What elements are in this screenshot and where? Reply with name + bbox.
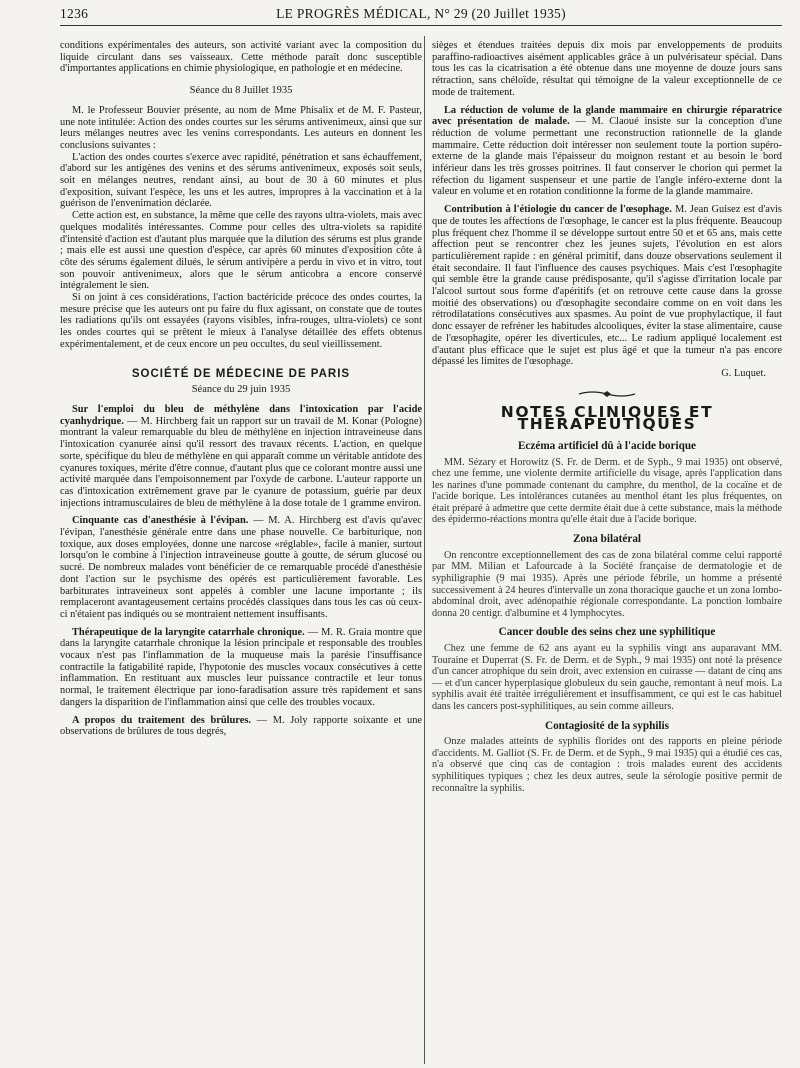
brulures-title: A propos du traitement des brûlures. bbox=[72, 714, 251, 726]
claoue-title: La réduction de volume de la glande mammaire en chirurgie réparatrice avec présentation de malade. bbox=[432, 104, 782, 128]
header-rule bbox=[60, 25, 782, 26]
hirchberg-title: Sur l'emploi du bleu de méthylène dans l'intoxication par l'acide cyanhydrique. bbox=[60, 403, 422, 427]
page-number: 1236 bbox=[60, 6, 89, 21]
eczema-title: Eczéma artificiel dû à l'acide borique bbox=[517, 439, 697, 452]
evipan-title: Cinquante cas d'anesthésie à l'évipan. bbox=[72, 515, 249, 527]
column-divider bbox=[424, 36, 425, 1064]
claoue-article bbox=[432, 105, 782, 199]
guisez-article bbox=[432, 204, 782, 368]
hirchberg-body: — M. Hirchberg fait un rapport sur un travail de M. Konar (Pologne) montrant la valeur remarquable du bleu de méthylène en injection intraveineuse dans l'intoxication cyanurée ainsi qu'il ressort des travaux récents. L'action, en quelque sorte, spécifique du bleu de méthylène en qui apparaît comme un véritable antidote des cyanures toxiques, mérite d'être connue, d'autant plus que ce colorant montre aussi une activité marquée dans l'empoisonnement par l'oxyde de carbone. L'auteur rapporte un cas d'intoxication extrêmement grave par le cyanure de potassium, guérie par deux injections intramusculaires de bleu de méthylène à la dose totale de 1 gramme environ. bbox=[60, 415, 422, 509]
cette-paragraph: Cette action est, en substance, la même que celle des rayons ultra-violets, mais avec quelques modalités intéressantes. Comme pour celles des ultra-violets sa rapidité d'intensité d'action est d'autant plus marquée que la dilution des sérums est plus grande ; mais elle est aussi une question d'espèce, car après 60 minutes d'exposition côte à côte des sérums également dilués, le sérum antivipère a perdu in vivo et in vitro, tout son pouvoir antivenimeux, alors que le sérum anticobra a encore conservé intégralement le sien. bbox=[60, 210, 422, 292]
intro-paragraph: conditions expérimentales des auteurs, son activité variant avec la composition du liquide circulant dans ses vaisseaux. Cette méthode paraît donc susceptible d'importantes applications en chimie physiologique, en pathologie et en médecine. bbox=[60, 40, 422, 75]
left-column bbox=[60, 40, 422, 738]
action-paragraph: L'action des ondes courtes s'exerce avec rapidité, pénétration et sans échauffement, d'abord sur les antigènes des venins et des sérums antivenimeux, exposés soit seuls, soit en mélanges neutres, rendant ainsi, au bout de 30 à 60 minutes et plus d'exposition, suivant l'espèce, les uns et les autres, impropres à la vaccination et à la guérison de l'envenimation déclarée. bbox=[60, 151, 422, 210]
notes-section-title: NOTES CLINIQUES ET THÉRAPEUTIQUES bbox=[500, 403, 714, 434]
evipan-body: — M. A. Hirchberg est d'avis qu'avec l'évipan, l'anesthésie générale entre dans une phase nouvelle. Ce barbiturique, non toxique, aux doses employées, donne une narcose «réglable», facile à manier, surtout lorsqu'on le combine à l'injection intraveineuse goutte à goutte, de sérum glucosé ou sucré. De nombreux malades vont bénéficier de ce remarquable procédé d'anesthésie dont l'action sur le psychisme des opérés est particulièrement favorable. Les barbiturates intraveineux sont appelés à combler une lacune importante ; ils remplaceront avantageusement certains procédés classiques dans tous les cas où ceux-ci n'étaient pas indiqués ou se montraient nettement insuffisants. bbox=[60, 515, 422, 620]
laryngite-title: Thérapeutique de la laryngite catarrhale chronique. bbox=[72, 626, 305, 638]
guisez-title: Contribution à l'étiologie du cancer de l'œsophage. bbox=[444, 204, 672, 216]
cancer-body: Chez une femme de 62 ans ayant eu la syphilis vingt ans auparavant MM. Touraine et Duperrat (S. Fr. de Derm. et de Syph., 9 mai 1935) ont noté la présence d'un cancer atrophique du sein droit, avec extension en cuirasse — datant de cinq ans — et d'un cancer hyperplasique globuleux du sein gauche, remontant à neuf mois. La syphilis avait été traitée irrégulièrement et insuffisamment, ce qui est le cas habituel dans les cancers post-syphilitiques, au sein comme ailleurs. bbox=[432, 643, 782, 712]
author-signature: G. Luquet. bbox=[721, 367, 766, 379]
brulures-continuation: sièges et étendues traitées depuis dix mois par enveloppements de produits paraffino-radioactives aisément applicables grâce à un pulvérisateur spécial. Dans tous les cas la cicatrisation a été obtenue dans une moyenne de douze jours sans rétraction, sans chéloïde, résultat qui témoigne de la valeur exceptionnelle de ce mode de traitement. bbox=[432, 40, 782, 98]
section-title: SOCIÉTÉ DE MÉDECINE DE PARIS bbox=[131, 367, 351, 380]
zona-title: Zona bilatéral bbox=[572, 533, 642, 546]
brulures-body: — M. Joly rapporte soixante et une observations de brûlures de tous degrés, bbox=[60, 714, 422, 738]
evipan-article bbox=[60, 515, 422, 620]
running-header bbox=[60, 6, 782, 24]
contagiosite-body: Onze malades atteints de syphilis florides ont des rapports en pleine période d'accidents. M. Galliot (S. Fr. de Derm. et de Syph., 9 mai 1935) qui a étudié ces cas, n'a observé que cinq cas de contagion : trois malades eurent des accidents syphilitiques typiques ; chez les deux autres, seule la sérologie positive permit de reconnaître la syphilis. bbox=[432, 736, 782, 794]
hirchberg-article bbox=[60, 404, 422, 509]
journal-title: LE PROGRÈS MÉDICAL, N° 29 (20 Juillet 1935) bbox=[276, 6, 566, 21]
guisez-body: M. Jean Guisez est d'avis que de toutes les affections de l'œsophage, le cancer est la plus fréquente. Beaucoup plus fréquent chez l'homme il se développe surtout entre 50 et et 65 ans, mais cette affection peut se rencontrer chez les jeunes sujets, l'évolution en est alors particulièrement rapide : en général primitif, dans douze observations seulement il était secondaire. Il faut l'influence des causes psychiques. Mais c'est l'œsophagite qui semble être la grande cause prédisposante, qu'il s'agisse d'irritation locale par l'alcool surtout sous forme d'apéritifs (et on retrouve cette cause dans la grosse moitié des observations) ou d'œsophagite secondaire comme on en voit dans les rétrodilatations consécutives aux spasmes. Au point de vue prophylactique, il faut donc essayer de refréner les habitudes alcooliques, éviter la stase alimentaire, cause de l'œsophagite, opérer les diverticules, etc... Le radium appliqué localement est d'autant plus efficace que le sujet est plus âgé et que la tumeur n'a pas encore dépassé les limites de l'œsophage. bbox=[432, 204, 782, 368]
contagiosite-title: Contagiosité de la syphilis bbox=[544, 719, 669, 732]
right-column bbox=[432, 40, 782, 794]
cancer-title: Cancer double des seins chez une syphilitique bbox=[498, 626, 716, 639]
laryngite-body: — M. R. Graia montre que dans la laryngite catarrhale chronique la lésion principale et responsable des troubles vocaux n'est pas l'inflammation de la muqueuse mais la parésie l'insuffisance contractile la fatigabilité rapide, l'hypotonie des muscles vocaux consécutives à cette inflammation. En restituant aux muscles leur puissance contractile et leur tonus normal, le traitement électrique par iono-faradisation assure très rapidement et sans dangers la disparition de l'inflammation ainsi que celle des troubles vocaux. bbox=[60, 626, 422, 708]
claoue-body: — M. Claoué insiste sur la conception d'une réduction de volume permettant une reconstruction rationnelle de la glande mammaire. Cette réduction doit intéresser non seulement toute la portion supéro-externe de la glande mais l'épaisseur du moignon restant et au besoin le bord inférieur dans les très grosses poitrines. Il faut conserver le chorion qui permet la réfection du ligament suspenseur et une partie de l'angle inféro-externe dont la valeur en volume et en rotation conditionne la forme de la glande mammaire. bbox=[432, 116, 782, 198]
brulures-article bbox=[60, 715, 422, 738]
session-date-1: Séance du 8 Juillet 1935 bbox=[189, 85, 293, 97]
eczema-body: MM. Sézary et Horowitz (S. Fr. de Derm. et de Syph., 9 mai 1935) ont observé, chez une femme, une violente dermite artificielle du visage, après l'application dans les narines d'une pommade contenant du camphre, du menthol, de la cocaïne et de l'acide borique. Les intolérances cutanées au menthol étant les plus fréquentes, on était préparé à admettre que cette dermite était due à cette substance, mais la méthode des épidermo-réactions montra qu'elle était due à l'acide borique. bbox=[432, 456, 782, 526]
si-paragraph: Si on joint à ces considérations, l'action bactéricide précoce des ondes courtes, la mesure précise que les auteurs ont pu faire du flux agissant, on constate que de toutes les radiations qu'ils ont essayées (rayons visibles, infra-rouges, ultra-violets) ce sont les ondes courtes qui se prêtent le mieux à l'analyse détaillée des effets obtenus expérimentalement, et de ceux encore un peu occultes, du seul vieillissement. bbox=[60, 292, 422, 350]
ornament-divider-icon bbox=[432, 390, 782, 402]
bouvier-paragraph: M. le Professeur Bouvier présente, au nom de Mme Phisalix et de M. F. Pasteur, une note intitulée: Action des ondes courtes sur les sérums antivenimeux, ainsi que sur leurs mélanges neutres avec les venins correspondants. Les auteurs en donnent les conclusions suivantes : bbox=[60, 104, 422, 151]
laryngite-article bbox=[60, 627, 422, 709]
session-date-2: Séance du 29 juin 1935 bbox=[191, 384, 291, 396]
zona-body: On rencontre exceptionnellement des cas de zona bilatéral comme celui rapporté par MM. Milian et Lafourcade à la Société française de dermatologie et de syphiligraphie (9 mai 1935). Après une période fébrile, un homme a présenté successivement à 24 heures d'intervalle un zona thoracique gauche et un zona lombo-abdominal droit, avec adénopathie régionale correspondante. La ponction lombaire donna 20 centigr. d'albumine et 4 lymphocytes. bbox=[432, 549, 782, 619]
